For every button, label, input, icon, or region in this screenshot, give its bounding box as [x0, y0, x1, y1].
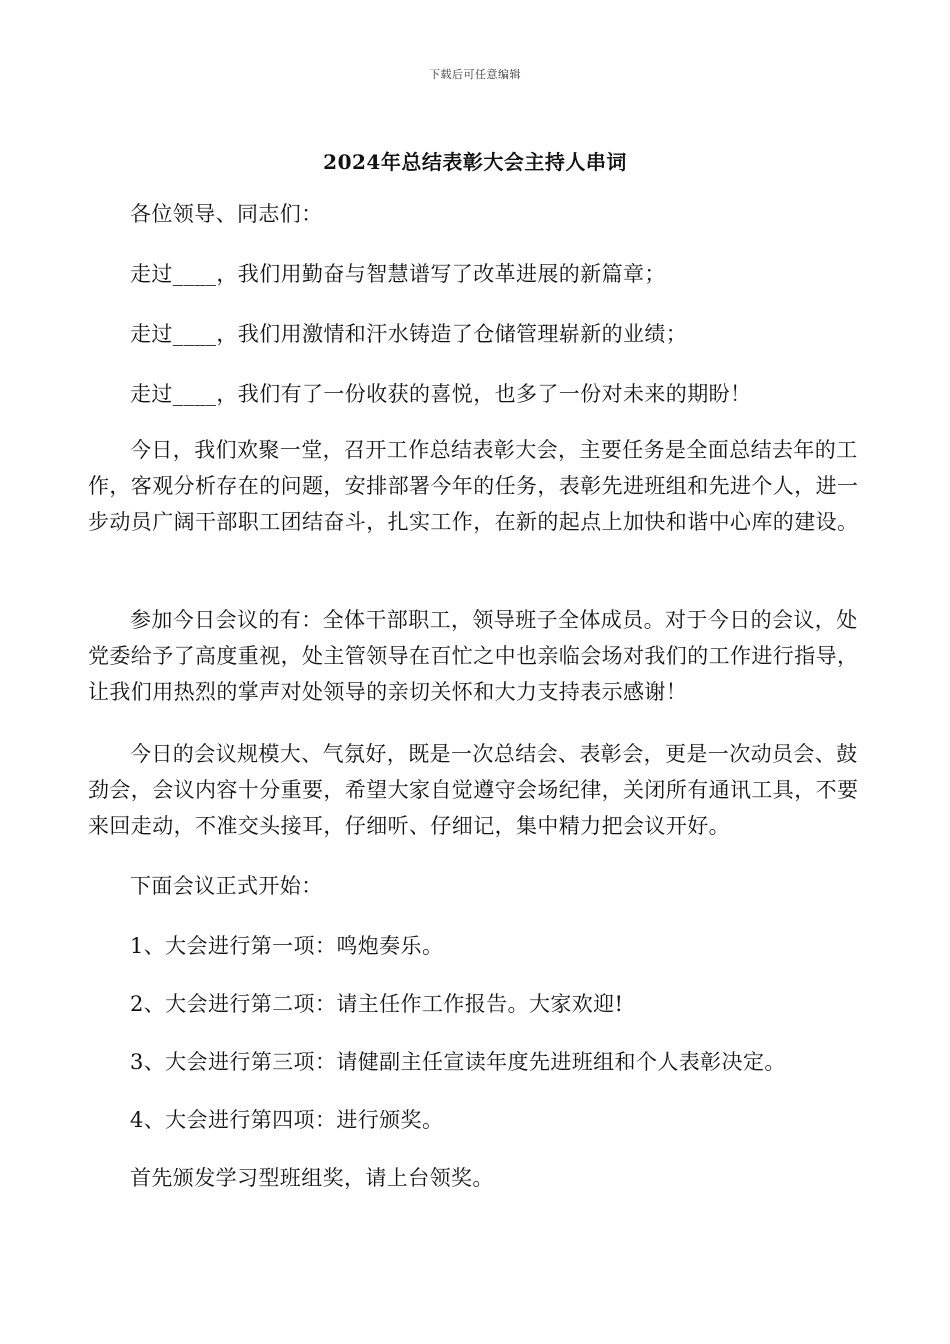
agenda-item-2: 2、大会进行第二项：请主任作工作报告。大家欢迎! [130, 992, 624, 1016]
document-title: 2024年总结表彰大会主持人串词 [323, 150, 627, 174]
paragraph-line-2: 走过____，我们用激情和汗水铸造了仓储管理崭新的业绩； [130, 322, 688, 346]
header-note: 下载后可任意编辑 [429, 68, 521, 81]
paragraph-line-3: 走过____，我们有了一份收获的喜悦，也多了一份对未来的期盼！ [130, 382, 752, 406]
agenda-item-3: 3、大会进行第三项：请健副主任宣读年度先进班组和个人表彰决定。 [130, 1050, 786, 1074]
paragraph-start: 下面会议正式开始： [130, 874, 323, 898]
paragraph-award-first: 首先颁发学习型班组奖，请上台领奖。 [130, 1166, 494, 1190]
agenda-item-1: 1、大会进行第一项：鸣炮奏乐。 [130, 934, 444, 958]
paragraph-attendees: 参加今日会议的有：全体干部职工，领导班子全体成员。对于今日的会议，处党委给予了高度重视，处主管领导在百忙之中也亲临会场对我们的工作进行指导，让我们用热烈的掌声对处领导的亲切关怀和大力支持表示感谢！ [88, 608, 859, 704]
paragraph-intro: 今日，我们欢聚一堂，召开工作总结表彰大会，主要任务是全面总结去年的工作，客观分析存在的问题，安排部署今年的任务，表彰先进班组和先进个人，进一步动员广阔干部职工团结奋斗，扎实工作，在新的起点上加快和谐中心库的建设。 [88, 438, 859, 534]
paragraph-salutation: 各位领导、同志们： [130, 202, 323, 226]
paragraph-discipline: 今日的会议规模大、气氛好，既是一次总结会、表彰会，更是一次动员会、鼓劲会，会议内容十分重要，希望大家自觉遵守会场纪律，关闭所有通讯工具，不要来回走动，不准交头接耳，仔细听、仔细记，集中精力把会议开好。 [88, 742, 859, 838]
agenda-item-4: 4、大会进行第四项：进行颁奖。 [130, 1108, 444, 1132]
paragraph-line-1: 走过____，我们用勤奋与智慧谱写了改革进展的新篇章； [130, 262, 666, 286]
